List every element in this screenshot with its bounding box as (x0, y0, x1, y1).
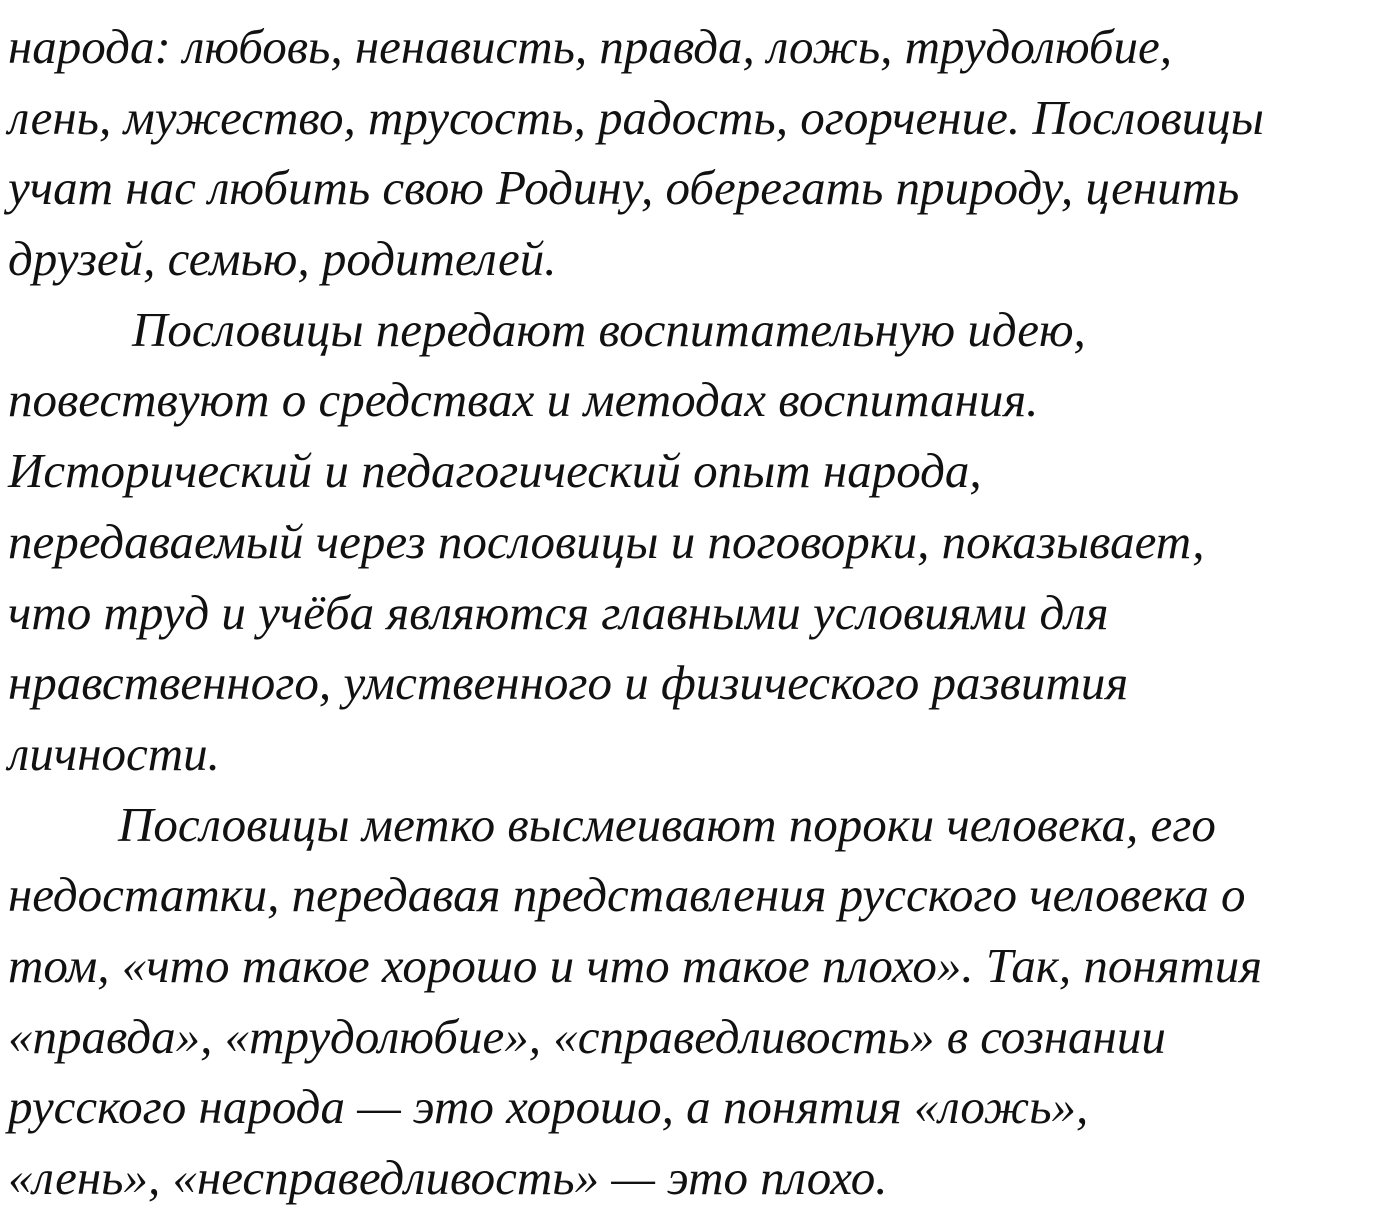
text-line: учат нас любить свою Родину, оберегать природу, ценить (8, 160, 1240, 216)
text-line: друзей, семью, родителей. (8, 231, 557, 287)
text-line: передаваемый через пословицы и поговорки, показывает, (8, 513, 1205, 569)
text-line: Исторический и педагогический опыт народа, (8, 443, 982, 499)
text-line: «лень», «несправедливость» — это плохо. (8, 1150, 888, 1205)
paragraph-start-line: Пословицы метко высмеивают пороки человека, его (118, 796, 1216, 852)
text-line: что труд и учёба являются главными условиями для (8, 584, 1109, 640)
text-line: «правда», «трудолюбие», «справедливость» в сознании (8, 1008, 1166, 1064)
text-line: народа: любовь, ненависть, правда, ложь, трудолюбие, (8, 19, 1172, 74)
text-line: лень, мужество, трусость, радость, огорчение. Пословицы (8, 89, 1264, 145)
paragraph-start-line: Пословицы передают воспитательную идею, (132, 301, 1086, 357)
text-line: повествуют о средствах и методах воспитания. (8, 372, 1039, 428)
document-page (8, 0, 1398, 1214)
text-line: русского народа — это хорошо, а понятия «ложь», (8, 1079, 1089, 1135)
text-line: том, «что такое хорошо и что такое плохо». Так, понятия (8, 937, 1263, 993)
text-line: недостатки, передавая представления русского человека о (8, 867, 1246, 923)
text-line: нравственного, умственного и физического развития (8, 655, 1129, 711)
text-line: личности. (8, 725, 220, 781)
